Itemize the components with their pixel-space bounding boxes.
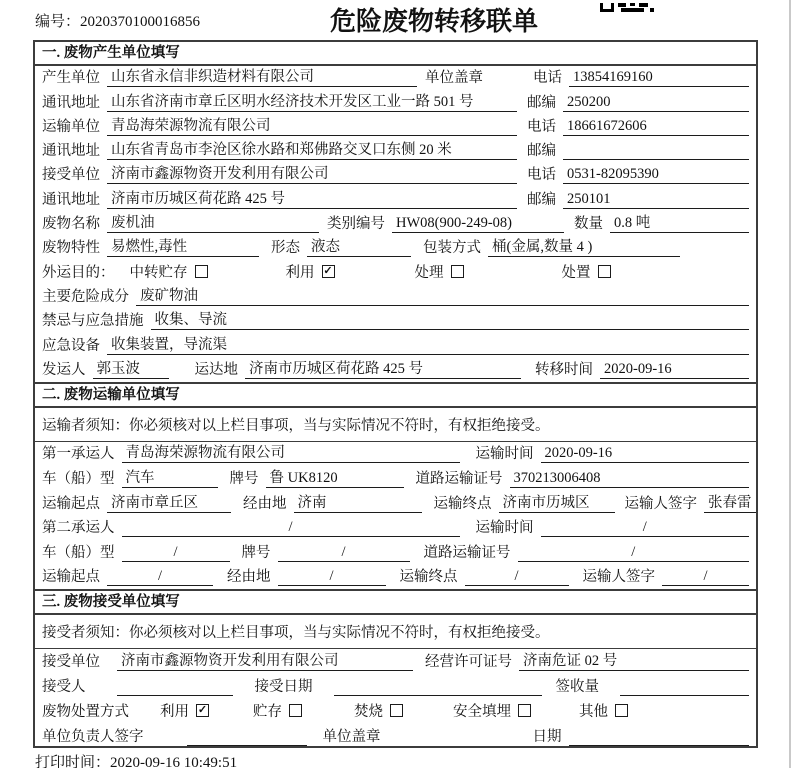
waste-character-row: [35, 236, 756, 260]
receiver-notice: 接受者须知：你必须核对以上栏目事项，当与实际情况不符时，有权拒绝接受。: [35, 615, 756, 649]
producer-row: [35, 66, 756, 90]
transporter-notice: 运输者须知：你必须核对以上栏目事项，当与实际情况不符时，有权拒绝接受。: [35, 408, 756, 442]
waste-character-value: 易燃性,毒性: [107, 235, 259, 257]
form-label: 形态: [271, 240, 300, 257]
carrier-sign-label: 运输人签字: [582, 569, 655, 586]
purpose-option-recycle: [286, 261, 335, 282]
receiver-row: [35, 163, 756, 187]
transporter-phone-label: 电话: [527, 118, 556, 135]
zip-value: [563, 159, 749, 160]
address-value: 济南市历城区荷花路 425 号: [107, 187, 517, 209]
option-label: 焚烧: [354, 704, 383, 721]
origin-value: /: [107, 568, 213, 586]
accept-person-label: 接受人: [42, 679, 86, 696]
document-number-label: 编号：: [35, 14, 81, 30]
checkbox-icon: [195, 265, 208, 278]
route-row-2: [35, 565, 756, 590]
page-edge-divider: [789, 0, 791, 768]
plate-value: 鲁 UK8120: [266, 466, 404, 488]
purpose-option-dispose: [562, 261, 611, 282]
checkbox-checked-icon: ✓: [197, 704, 208, 717]
origin-label: 运输起点: [42, 569, 100, 586]
plate-label: 牌号: [241, 544, 271, 561]
accept-date-value: [334, 695, 542, 696]
zip-label: 邮编: [527, 94, 556, 111]
purpose-option-transfer-storage: [130, 261, 208, 282]
accept-unit-value: 济南市鑫源物资开发利用有限公司: [117, 649, 413, 671]
category-code-value: HW08(900-249-08): [392, 215, 564, 233]
address-label: 通讯地址: [42, 191, 100, 208]
carrier-sign-label: 运输人签字: [624, 495, 697, 512]
disposal-option-recycle: [160, 700, 209, 721]
transport-time-value: /: [541, 519, 750, 537]
producer-label: 产生单位: [42, 70, 100, 87]
date-value: [569, 745, 750, 746]
address-value: 山东省济南市章丘区明水经济技术开发区工业一路 501 号: [107, 90, 517, 112]
waste-name-label: 废物名称: [42, 216, 100, 233]
transporter-label: 运输单位: [42, 118, 100, 135]
permit-label: 经营许可证号: [425, 654, 512, 671]
quantity-label: 数量: [574, 216, 603, 233]
hazard-component-label: 主要危险成分: [42, 288, 129, 305]
destination-value: 济南市历城区荷花路 425 号: [245, 357, 521, 379]
section3-header: 三. 废物接受单位填写: [35, 589, 756, 615]
quantity-value: 0.8 吨: [610, 211, 749, 233]
transfer-time-value: 2020-09-16: [600, 361, 749, 379]
first-carrier-value: 青岛海荣源物流有限公司: [122, 441, 460, 463]
receiver-phone-value: 0531-82095390: [563, 166, 749, 184]
transport-time-label: 运输时间: [475, 520, 534, 537]
qr-code-fragment-icon: [600, 0, 654, 18]
carrier-sign-value: /: [662, 568, 749, 586]
first-carrier-label: 第一承运人: [42, 446, 115, 463]
origin-label: 运输起点: [42, 495, 100, 512]
option-label: 安全填埋: [453, 704, 511, 721]
second-carrier-label: 第二承运人: [42, 520, 115, 537]
transfer-purpose-label: 外运目的：: [42, 264, 115, 281]
option-label: 贮存: [253, 704, 282, 721]
consignor-value: 郭玉波: [93, 357, 169, 379]
road-permit-label: 道路运输证号: [423, 544, 511, 561]
zip-label: 邮编: [527, 191, 556, 208]
producer-phone-label: 电话: [533, 70, 562, 87]
disposal-option-storage: [253, 700, 302, 721]
plate-value: /: [278, 544, 410, 562]
transporter-address-row: [35, 139, 756, 163]
origin-value: 济南市章丘区: [107, 491, 231, 513]
waste-character-label: 废物特性: [42, 240, 100, 257]
disposal-option-other: [579, 700, 628, 721]
manager-sign-row: [35, 724, 756, 749]
purpose-option-treat: [415, 261, 464, 282]
transfer-time-label: 转移时间: [535, 361, 593, 378]
emergency-measures-row: [35, 309, 756, 333]
checkbox-icon: [289, 704, 302, 717]
transporter-phone-value: 18661672606: [563, 118, 749, 136]
transporter-row: [35, 115, 756, 139]
form-value: 液态: [307, 235, 411, 257]
option-label: 利用: [160, 704, 189, 721]
checkbox-icon: [518, 704, 531, 717]
print-time-label: 打印时间：: [35, 755, 111, 768]
producer-value: 山东省永信非织造材料有限公司: [107, 65, 417, 87]
consignor-label: 发运人: [42, 361, 86, 378]
emergency-measures-label: 禁忌与应急措施: [42, 313, 144, 330]
disposal-option-landfill: [453, 700, 531, 721]
date-label: 日期: [532, 729, 562, 746]
via-value: /: [278, 568, 386, 586]
packing-label: 包装方式: [423, 240, 481, 257]
permit-value: 济南危证 02 号: [519, 649, 749, 671]
producer-address-row: [35, 90, 756, 114]
road-permit-value: /: [518, 544, 750, 562]
disposal-option-incinerate: [354, 700, 403, 721]
option-label: 中转贮存: [129, 264, 188, 281]
receiver-address-row: [35, 187, 756, 211]
signed-amount-value: [620, 695, 749, 696]
accept-unit-row: [35, 649, 756, 674]
vehicle-type-value: 汽车: [122, 466, 218, 488]
endpoint-label: 运输终点: [433, 495, 492, 512]
vehicle-type-label: 车（船）型: [42, 471, 115, 488]
emergency-equipment-row: [35, 333, 756, 357]
vehicle-row-2: [35, 540, 756, 565]
carrier-sign-value: 张春雷: [704, 491, 756, 513]
via-label: 经由地: [243, 495, 287, 512]
disposal-method-row: [35, 699, 756, 724]
road-permit-value: 370213006408: [510, 470, 750, 488]
emergency-equipment-label: 应急设备: [42, 337, 100, 354]
emergency-equipment-value: 收集装置，导流渠: [107, 333, 749, 355]
unit-seal-label: 单位盖章: [425, 70, 483, 87]
accept-person-value: [117, 695, 233, 696]
receiver-value: 济南市鑫源物资开发利用有限公司: [107, 162, 517, 184]
unit-seal-label: 单位盖章: [322, 729, 381, 746]
consignor-row: [35, 358, 756, 382]
transfer-purpose-row: [35, 260, 756, 284]
destination-label: 运达地: [194, 361, 238, 378]
emergency-measures-value: 收集、导流: [151, 308, 750, 330]
checkbox-icon: [598, 265, 611, 278]
first-carrier-row: [35, 442, 756, 467]
vehicle-type-value: /: [122, 544, 230, 562]
option-label: 利用: [285, 264, 315, 281]
checkbox-checked-icon: ✓: [323, 264, 333, 277]
category-code-label: 类别编号: [327, 216, 385, 233]
disposal-method-label: 废物处置方式: [42, 704, 129, 721]
manifest-form-table: [33, 40, 758, 748]
transport-time-label: 运输时间: [475, 446, 534, 463]
zip-value: 250101: [563, 191, 749, 209]
receiver-label: 接受单位: [42, 167, 100, 184]
manager-sign-label: 单位负责人签字: [42, 729, 144, 746]
manager-sign-value: [187, 745, 307, 746]
route-row: [35, 491, 756, 516]
address-label: 通讯地址: [42, 94, 100, 111]
transport-time-value: 2020-09-16: [541, 445, 750, 463]
address-value: 山东省青岛市李沧区徐水路和郑佛路交叉口东侧 20 米: [107, 138, 517, 160]
print-time-value: 2020-09-16 10:49:51: [110, 755, 238, 768]
transporter-value: 青岛海荣源物流有限公司: [107, 114, 517, 136]
address-label: 通讯地址: [42, 143, 100, 160]
plate-label: 牌号: [229, 471, 259, 488]
waste-name-value: 废机油: [107, 211, 319, 233]
vehicle-row: [35, 466, 756, 491]
producer-phone-value: 13854169160: [569, 69, 749, 87]
hazard-component-row: [35, 285, 756, 309]
vehicle-type-label: 车（船）型: [42, 544, 115, 561]
endpoint-value: /: [465, 568, 569, 586]
hazard-component-value: 废矿物油: [136, 284, 749, 306]
endpoint-label: 运输终点: [399, 569, 458, 586]
option-label: 处置: [561, 264, 591, 281]
second-carrier-value: /: [122, 519, 460, 537]
checkbox-icon: [390, 704, 403, 717]
zip-label: 邮编: [527, 143, 556, 160]
accept-date-label: 接受日期: [254, 679, 313, 696]
page-title: 危险废物转移联单: [330, 7, 539, 36]
receiver-phone-label: 电话: [527, 167, 556, 184]
second-carrier-row: [35, 516, 756, 541]
accept-person-row: [35, 674, 756, 699]
document-number: [35, 10, 200, 31]
option-label: 其他: [579, 704, 608, 721]
road-permit-label: 道路运输证号: [415, 471, 503, 488]
endpoint-value: 济南市历城区: [499, 491, 615, 513]
zip-value: 250200: [563, 94, 749, 112]
section2-header: 二. 废物运输单位填写: [35, 382, 756, 408]
packing-value: 桶(金属,数量 4 ): [488, 235, 680, 257]
checkbox-icon: [451, 265, 464, 278]
signed-amount-label: 签收量: [555, 679, 599, 696]
via-label: 经由地: [227, 569, 271, 586]
print-time: [35, 751, 237, 768]
accept-unit-label: 接受单位: [42, 654, 100, 671]
section1-header: 一. 废物产生单位填写: [35, 42, 756, 66]
option-label: 处理: [414, 264, 444, 281]
checkbox-icon: [615, 704, 628, 717]
via-value: 济南: [294, 491, 422, 513]
waste-name-row: [35, 212, 756, 236]
document-number-value: 2020370100016856: [80, 14, 201, 30]
